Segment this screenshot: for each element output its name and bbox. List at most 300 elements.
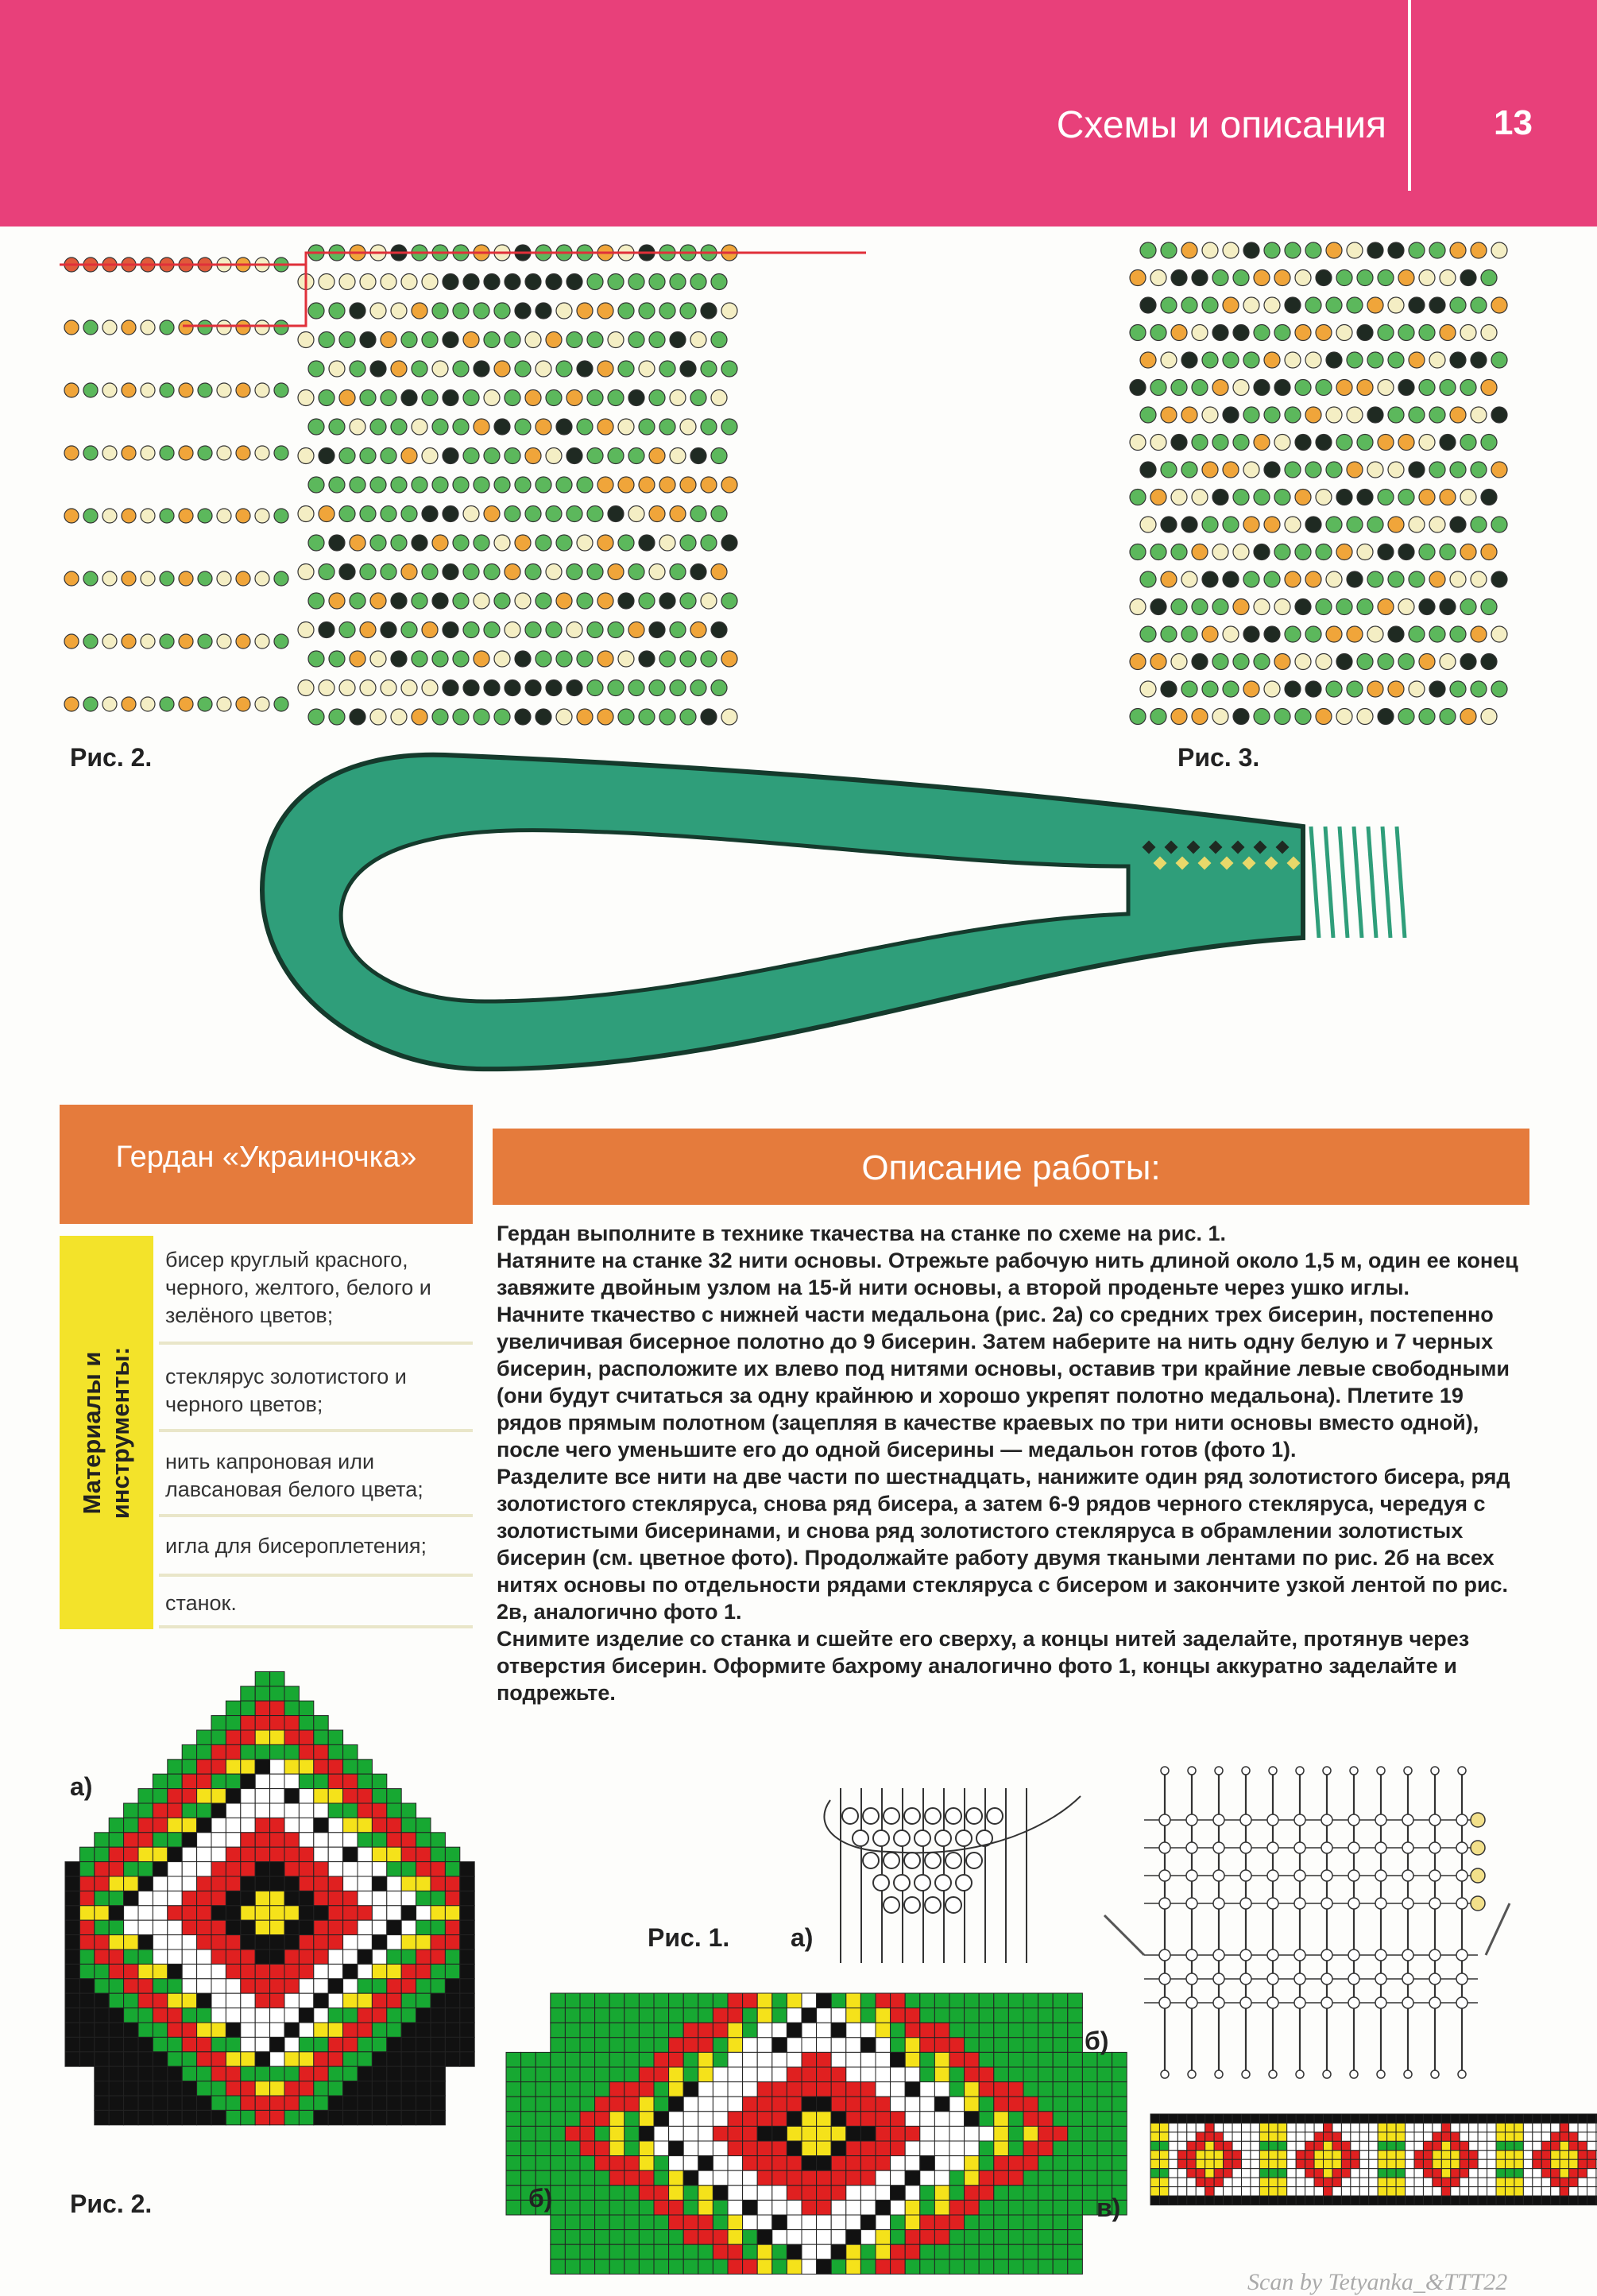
grid-cell <box>358 1979 372 1993</box>
grid-cell <box>1469 2114 1478 2123</box>
grid-cell <box>905 2156 920 2171</box>
bead <box>453 477 469 493</box>
grid-cell <box>1332 2187 1341 2196</box>
bead <box>1388 681 1404 697</box>
bead <box>1254 490 1270 505</box>
grid-cell <box>787 2126 802 2141</box>
bead <box>701 535 717 551</box>
bead <box>443 274 458 290</box>
bead <box>1481 599 1497 615</box>
grid-cell <box>182 1906 196 1920</box>
bead <box>1409 242 1425 258</box>
bead <box>217 697 231 711</box>
grid-cell <box>639 2170 654 2186</box>
bead-outline <box>1294 1997 1305 2008</box>
grid-cell <box>565 2244 580 2259</box>
bead <box>1440 599 1456 615</box>
bead <box>1336 544 1352 560</box>
grid-cell <box>1023 2052 1038 2067</box>
grid-cell <box>669 1993 684 2008</box>
bead-outline <box>1267 1870 1278 1881</box>
grid-cell <box>1269 2159 1278 2168</box>
grid-cell <box>372 2110 386 2124</box>
grid-cell <box>1053 2244 1068 2259</box>
grid-cell <box>387 2023 401 2037</box>
bead <box>1305 407 1321 423</box>
bead <box>1254 270 1270 286</box>
bead <box>1130 654 1146 670</box>
grid-cell <box>965 2067 980 2082</box>
grid-cell <box>1224 2141 1232 2150</box>
grid-cell <box>1251 2114 1259 2123</box>
grid-cell <box>772 2038 787 2053</box>
grid-cell <box>787 2156 802 2171</box>
grid-cell <box>787 2097 802 2112</box>
grid-cell <box>994 2067 1009 2082</box>
grid-cell <box>1177 2123 1186 2131</box>
grid-cell <box>343 1993 358 2008</box>
grid-cell <box>1387 2141 1396 2150</box>
grid-cell <box>431 2066 445 2081</box>
bead <box>422 332 438 348</box>
grid-cell <box>416 1935 431 1949</box>
bead <box>1388 297 1404 313</box>
grid-cell <box>138 1964 153 1978</box>
grid-cell <box>965 2200 980 2215</box>
grid-cell <box>314 1993 328 2008</box>
grid-cell <box>1068 2230 1083 2245</box>
grid-cell <box>846 2038 861 2053</box>
bead <box>1285 297 1301 313</box>
grid-cell <box>1551 2141 1560 2150</box>
grid-cell <box>168 2066 182 2081</box>
grid-cell <box>624 1993 640 2008</box>
grid-cell <box>1487 2187 1496 2196</box>
bead <box>1398 544 1414 560</box>
grid-cell <box>314 1730 328 1744</box>
grid-cell <box>284 2037 299 2051</box>
grid-cell <box>387 1993 401 2008</box>
grid-cell <box>669 2082 684 2097</box>
grid-cell <box>1187 2151 1196 2159</box>
grid-cell <box>314 1949 328 1964</box>
grid-cell <box>1469 2141 1478 2150</box>
bead <box>536 709 551 725</box>
grid-cell <box>328 1876 342 1891</box>
grid-cell <box>1478 2141 1487 2150</box>
bead <box>401 332 417 348</box>
grid-cell <box>95 2008 109 2023</box>
grid-cell <box>372 2023 386 2037</box>
grid-cell <box>1224 2114 1232 2123</box>
bead <box>1491 517 1507 532</box>
grid-cell <box>1287 2114 1296 2123</box>
grid-cell <box>1296 2151 1305 2159</box>
grid-cell <box>609 2112 624 2127</box>
grid-cell <box>743 2200 758 2215</box>
grid-cell <box>1097 2112 1112 2127</box>
bead <box>577 593 593 609</box>
bead <box>122 383 136 397</box>
grid-cell <box>153 1979 167 1993</box>
grid-cell <box>226 1891 240 1905</box>
grid-cell <box>1269 2169 1278 2178</box>
bead <box>339 622 355 638</box>
grid-cell <box>831 2156 846 2171</box>
grid-cell <box>343 2110 358 2124</box>
grid-cell <box>182 2008 196 2023</box>
bead <box>701 419 717 435</box>
bead-outline <box>863 1853 879 1868</box>
warp-end <box>1188 2070 1196 2078</box>
grid-cell <box>1469 2196 1478 2205</box>
material-item: станок. <box>165 1591 237 1615</box>
grid-cell <box>817 2067 832 2082</box>
grid-cell <box>343 1935 358 1949</box>
grid-cell <box>1177 2114 1186 2123</box>
bead <box>1367 462 1383 478</box>
bead <box>64 697 79 711</box>
grid-cell <box>802 2244 817 2259</box>
bead-outline <box>1375 1814 1386 1826</box>
grid-cell <box>949 2141 965 2156</box>
bead <box>463 390 479 406</box>
bead <box>463 274 479 290</box>
grid-cell <box>358 1935 372 1949</box>
grid-cell <box>1053 2156 1068 2171</box>
grid-cell <box>1533 2178 1541 2186</box>
bead-outline <box>1348 1973 1359 1984</box>
bead-outline <box>1402 1949 1413 1961</box>
grid-cell <box>609 2215 624 2230</box>
grid-cell <box>757 2023 772 2038</box>
grid-cell <box>255 1701 269 1715</box>
bead <box>1264 571 1280 587</box>
grid-cell <box>787 2082 802 2097</box>
grid-cell <box>1578 2123 1587 2131</box>
grid-cell <box>1569 2123 1578 2131</box>
grid-cell <box>521 2067 536 2082</box>
grid-cell <box>1224 2151 1232 2159</box>
grid-cell <box>1023 2170 1038 2186</box>
bead <box>1130 270 1146 286</box>
grid-cell <box>372 2008 386 2023</box>
bead <box>1274 490 1290 505</box>
grid-cell <box>905 2008 920 2023</box>
product-title: Гердан «Украиночка» <box>115 1140 417 1174</box>
bead <box>381 506 396 522</box>
grid-cell <box>713 2230 728 2245</box>
grid-cell <box>270 1847 284 1861</box>
figure-label-v: в) <box>1096 2193 1121 2222</box>
bead <box>350 651 365 667</box>
grid-cell <box>1269 2114 1278 2123</box>
bead <box>255 509 269 523</box>
grid-cell <box>124 2023 138 2037</box>
grid-cell <box>211 1774 226 1788</box>
grid-cell <box>846 2186 861 2201</box>
bead <box>83 697 98 711</box>
bead-outline <box>1213 1814 1224 1826</box>
grid-cell <box>431 1964 445 1978</box>
bead <box>308 651 324 667</box>
bead-outline <box>1402 1814 1413 1826</box>
bead <box>1243 407 1259 423</box>
grid-cell <box>891 2156 906 2171</box>
bead <box>494 419 510 435</box>
grid-cell <box>168 1876 182 1891</box>
grid-cell <box>1023 2244 1038 2259</box>
grid-cell <box>860 2259 876 2275</box>
bead <box>1398 599 1414 615</box>
bead <box>1161 297 1177 313</box>
bead <box>1398 435 1414 451</box>
grid-cell <box>639 2038 654 2053</box>
grid-cell <box>802 2008 817 2023</box>
grid-cell <box>728 2112 743 2127</box>
bead <box>1491 352 1507 368</box>
grid-cell <box>536 2067 551 2082</box>
grid-cell <box>197 2066 211 2081</box>
grid-cell <box>1569 2187 1578 2196</box>
grid-cell <box>255 1760 269 1774</box>
grid-cell <box>891 2038 906 2053</box>
grid-cell <box>609 1993 624 2008</box>
bead <box>597 651 613 667</box>
bead <box>566 332 582 348</box>
bead <box>274 697 288 711</box>
grid-cell <box>182 2052 196 2066</box>
bead <box>1223 681 1239 697</box>
grid-cell <box>197 2037 211 2051</box>
grid-cell <box>1460 2151 1468 2159</box>
bead <box>198 446 212 460</box>
grid-cell <box>698 2112 713 2127</box>
grid-cell <box>802 2215 817 2230</box>
bead <box>1440 490 1456 505</box>
grid-cell <box>1251 2187 1259 2196</box>
bead <box>1171 709 1187 725</box>
grid-cell <box>1469 2169 1478 2178</box>
grid-cell <box>1159 2169 1168 2178</box>
grid-cell <box>1569 2151 1578 2159</box>
grid-cell <box>1324 2159 1332 2168</box>
grid-cell <box>284 2096 299 2110</box>
grid-cell <box>1541 2187 1550 2196</box>
grid-cell <box>698 2067 713 2082</box>
grid-cell <box>1224 2178 1232 2186</box>
grid-cell <box>241 1993 255 2008</box>
grid-cell <box>138 1920 153 1934</box>
grid-cell <box>1287 2169 1296 2178</box>
grid-cell <box>328 2096 342 2110</box>
grid-cell <box>1396 2187 1405 2196</box>
bead-outline <box>884 1853 899 1868</box>
bead <box>1347 407 1363 423</box>
bead <box>1233 380 1249 396</box>
grid-cell <box>138 1818 153 1832</box>
grid-cell <box>565 2200 580 2215</box>
grid-cell <box>314 1876 328 1891</box>
grid-cell <box>1523 2159 1532 2168</box>
bead-outline <box>1321 1898 1332 1909</box>
grid-cell <box>387 2008 401 2023</box>
grid-cell <box>595 2023 610 2038</box>
grid-cell <box>728 2126 743 2141</box>
bead <box>1295 544 1311 560</box>
bead <box>1181 297 1197 313</box>
bead <box>494 535 510 551</box>
grid-cell <box>580 2052 595 2067</box>
grid-cell <box>1296 2169 1305 2178</box>
bead <box>1223 297 1239 313</box>
grid-cell <box>817 2200 832 2215</box>
grid-cell <box>211 1906 226 1920</box>
grid-cell <box>197 1935 211 1949</box>
bead <box>566 274 582 290</box>
bead <box>628 506 644 522</box>
grid-cell <box>506 2186 521 2201</box>
bead <box>1460 599 1476 615</box>
bead <box>255 446 269 460</box>
bead <box>274 383 288 397</box>
bead <box>160 320 174 335</box>
grid-cell <box>817 2186 832 2201</box>
bead <box>628 332 644 348</box>
grid-cell <box>565 2082 580 2097</box>
grid-cell <box>255 1876 269 1891</box>
bead <box>721 419 737 435</box>
grid-cell <box>1082 2200 1097 2215</box>
fringe-strand <box>1397 827 1405 938</box>
grid-cell <box>1560 2187 1568 2196</box>
fringe-strand <box>1382 827 1390 938</box>
bead <box>1450 517 1466 532</box>
grid-cell <box>401 2008 416 2023</box>
grid-cell <box>255 2023 269 2037</box>
grid-cell <box>1112 2141 1127 2156</box>
bead <box>1347 517 1363 532</box>
grid-cell <box>698 2230 713 2245</box>
bead <box>659 303 675 319</box>
grid-cell <box>1578 2159 1587 2168</box>
bead <box>639 303 655 319</box>
grid-cell <box>95 1935 109 1949</box>
bead <box>1212 709 1228 725</box>
grid-cell <box>314 1964 328 1978</box>
grid-cell <box>580 2112 595 2127</box>
grid-cell <box>1451 2132 1460 2141</box>
bead <box>1233 544 1249 560</box>
grid-cell <box>669 2244 684 2259</box>
grid-cell <box>1341 2123 1350 2131</box>
grid-cell <box>1423 2123 1432 2131</box>
grid-cell <box>1097 2082 1112 2097</box>
grid-cell <box>698 2023 713 2038</box>
bead-outline <box>925 1853 941 1868</box>
grid-cell <box>1068 2008 1083 2023</box>
grid-cell <box>343 1876 358 1891</box>
bead <box>1305 571 1321 587</box>
bead <box>494 361 510 377</box>
bead <box>329 303 345 319</box>
grid-cell <box>1514 2132 1523 2141</box>
bead <box>1264 462 1280 478</box>
grid-cell <box>1560 2123 1568 2131</box>
grid-cell <box>624 2023 640 2038</box>
bead <box>484 506 500 522</box>
grid-cell <box>343 1803 358 1818</box>
grid-cell <box>1008 2067 1023 2082</box>
grid-cell <box>846 2008 861 2023</box>
grid-cell <box>1378 2114 1386 2123</box>
grid-cell <box>1587 2123 1596 2131</box>
bead <box>1316 544 1332 560</box>
bead <box>1419 380 1435 396</box>
warp-end <box>1323 2070 1331 2078</box>
bead <box>391 593 407 609</box>
grid-cell <box>772 2200 787 2215</box>
bead <box>474 419 489 435</box>
grid-cell <box>314 2081 328 2096</box>
grid-cell <box>1351 2151 1359 2159</box>
bead <box>1285 352 1301 368</box>
grid-cell <box>1569 2114 1578 2123</box>
grid-cell <box>683 1993 698 2008</box>
grid-cell <box>1023 2186 1038 2201</box>
bead-outline <box>1159 1898 1170 1909</box>
grid-cell <box>241 1964 255 1978</box>
bead <box>1305 462 1321 478</box>
grid-cell <box>270 2066 284 2081</box>
grid-cell <box>1169 2159 1177 2168</box>
grid-cell <box>387 2037 401 2051</box>
bead <box>484 332 500 348</box>
bead <box>659 419 675 435</box>
grid-cell <box>1387 2187 1396 2196</box>
grid-cell <box>1569 2141 1578 2150</box>
grid-cell <box>1414 2169 1423 2178</box>
grid-cell <box>934 2230 949 2245</box>
grid-cell <box>431 1906 445 1920</box>
grid-cell <box>226 2008 240 2023</box>
bead <box>659 361 675 377</box>
grid-cell <box>728 2259 743 2275</box>
grid-cell <box>79 1847 94 1861</box>
bead <box>141 509 155 523</box>
grid-cell <box>1196 2178 1205 2186</box>
bead-outline <box>894 1830 910 1846</box>
grid-cell <box>698 1993 713 2008</box>
grid-cell <box>211 1862 226 1876</box>
grid-cell <box>182 1833 196 1847</box>
grid-cell <box>1112 2082 1127 2097</box>
grid-cell <box>241 1760 255 1774</box>
grid-cell <box>1551 2123 1560 2131</box>
bead <box>649 332 665 348</box>
bead <box>1357 599 1373 615</box>
grid-cell <box>168 1891 182 1905</box>
grid-cell <box>1251 2159 1259 2168</box>
grid-cell <box>387 1803 401 1818</box>
bead <box>1481 325 1497 341</box>
bead <box>83 320 98 335</box>
grid-cell <box>431 1891 445 1905</box>
grid-cell <box>1369 2187 1378 2196</box>
grid-cell <box>109 2037 123 2051</box>
bead <box>329 361 345 377</box>
bead <box>412 477 427 493</box>
